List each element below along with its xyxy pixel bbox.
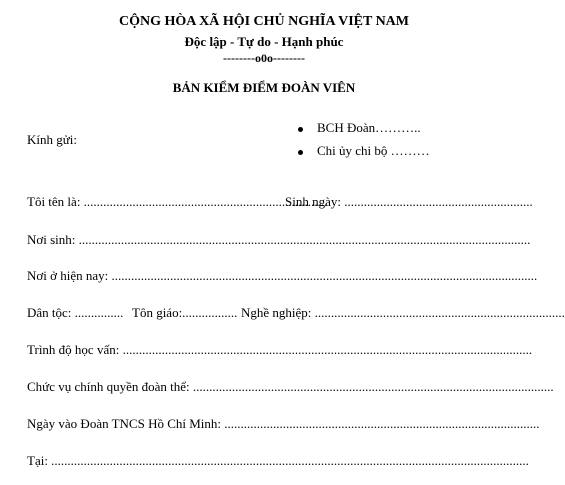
- field-place: Tại: ...................................................................................................................................................: [27, 453, 529, 468]
- header-separator: --------o0o--------: [223, 51, 305, 65]
- field-birthplace: Nơi sinh: ...........................................................................................................................................: [27, 232, 531, 247]
- document-title: BẢN KIỂM ĐIỂM ĐOÀN VIÊN: [172, 80, 356, 95]
- recipient-item: [298, 143, 430, 159]
- bullet-icon: [298, 127, 303, 132]
- national-motto: Độc lập - Tự do - Hạnh phúc: [184, 34, 344, 49]
- field-education: Trình độ học vấn: ..............................................................................................................................: [27, 342, 533, 357]
- recipient-item: [298, 120, 421, 136]
- recipient-chi-uy: Chi ủy chi bộ ………: [317, 143, 430, 158]
- field-residence: Nơi ở hiện nay: ...................................................................................................................................: [27, 268, 538, 283]
- field-occupation: Nghề nghiệp: .............................................................................: [241, 305, 565, 320]
- field-join-date: Ngày vào Đoàn TNCS Hồ Chí Minh: .................................................................................................: [27, 416, 540, 431]
- bullet-icon: [298, 150, 303, 155]
- field-ethnicity: Dân tộc: ...............: [27, 305, 124, 320]
- addressee-label: Kính gửi:: [27, 132, 78, 147]
- national-header: CỘNG HÒA XÃ HỘI CHỦ NGHĨA VIỆT NAM: [118, 14, 409, 29]
- recipient-bch: BCH Đoàn………..: [317, 120, 421, 135]
- field-position: Chức vụ chính quyền đoàn thể: ...............................................................................................................: [27, 379, 554, 394]
- field-dob: Sinh ngày: ..........................................................: [285, 194, 533, 209]
- field-name: Tôi tên là: ...........................................................................: [27, 194, 328, 209]
- field-religion: Tôn giáo:.................: [132, 305, 238, 320]
